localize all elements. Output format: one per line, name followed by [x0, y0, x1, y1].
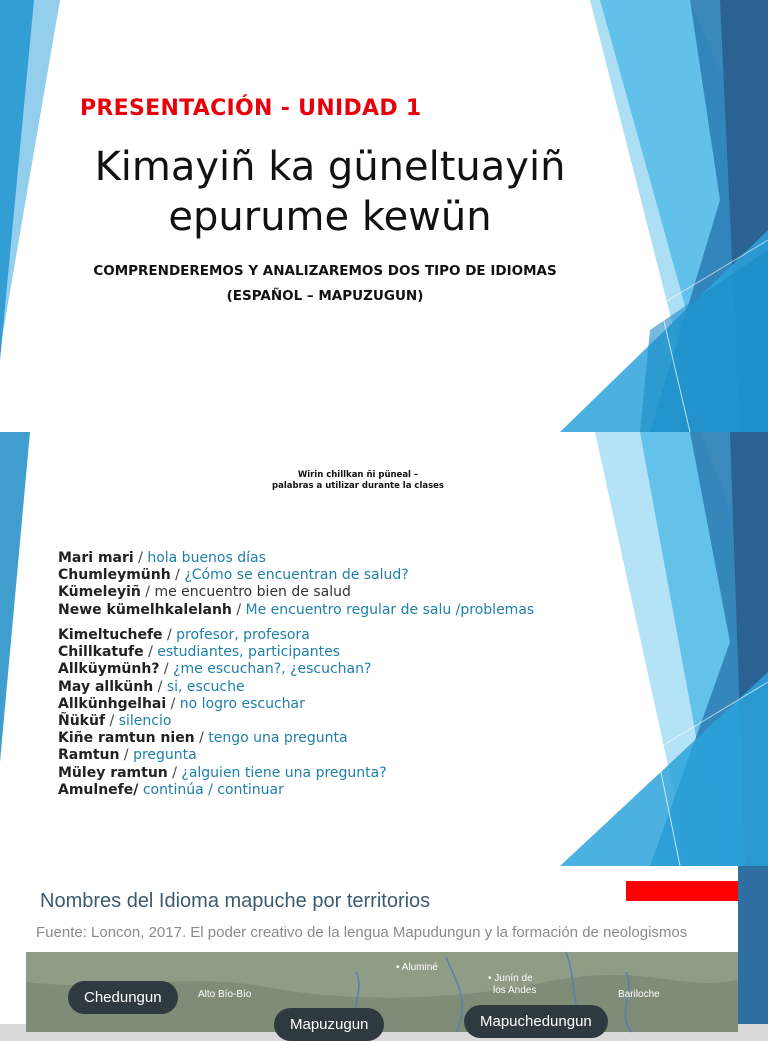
vocab-separator: / — [133, 550, 148, 566]
vocab-separator: / — [166, 695, 180, 712]
vocab-term: May allkünh — [58, 678, 154, 695]
vocab-term: Kimeltuchefe — [58, 627, 163, 643]
vocab-term: Newe kümelhkalelanh — [58, 601, 232, 618]
vocab-separator: / — [153, 678, 167, 695]
vocab-term: Allküymünh? — [58, 661, 160, 678]
unit-heading: PRESENTACIÓN - UNIDAD 1 — [80, 96, 422, 121]
vocab-separator: / — [143, 644, 158, 661]
vocab-separator: / — [170, 567, 185, 584]
vocab-row — [58, 765, 387, 782]
vocab-translation: ¿me escuchan?, ¿escuchan? — [173, 661, 372, 678]
pill-mapuchedungun: Mapuchedungun — [464, 1005, 608, 1038]
vocab-translation: silencio — [118, 713, 172, 730]
map-source-caption: Fuente: Loncon, 2017. El poder creativo de la lengua Mapudungun y la formación de neologismos — [36, 924, 688, 941]
vocab-separator: / — [159, 661, 174, 678]
subtitle-line-1: COMPRENDEREMOS Y ANALIZAREMOS DOS TIPO DE IDIOMAS — [93, 263, 557, 279]
map-label-bariloche: Bariloche — [618, 989, 660, 1000]
map-label-los-andes: los Andes — [493, 985, 537, 996]
slide-subtitle — [40, 259, 610, 309]
vocab-header-line-1: Wirin chillkan ñi püneal – — [297, 470, 419, 480]
vocab-row — [58, 730, 387, 747]
vocab-term: Chillkatufe — [58, 644, 144, 661]
vocab-row — [58, 550, 534, 567]
vocab-translation: hola buenos días — [147, 550, 266, 566]
slide-title-text — [40, 142, 620, 242]
map-label-alumine: • Aluminé — [396, 962, 438, 973]
vocab-row — [58, 713, 387, 730]
vocab-row — [58, 679, 387, 696]
vocab-row — [58, 584, 534, 601]
slide-title — [0, 0, 768, 432]
map-slide-title: Nombres del Idioma mapuche por territorios — [40, 890, 431, 912]
vocab-separator: / — [140, 584, 155, 601]
vocab-header-line-2: palabras a utilizar durante la clases — [272, 481, 444, 491]
vocab-separator: / — [194, 730, 209, 747]
title-line-2: epurume kewün — [168, 194, 492, 240]
map-label-junin: • Junín de — [488, 973, 533, 984]
vocab-group-classroom — [58, 627, 387, 799]
vocab-separator: / — [167, 764, 182, 781]
pill-mapuzugun: Mapuzugun — [274, 1008, 384, 1041]
title-line-1: Kimayiñ ka güneltuayiñ — [94, 144, 566, 190]
vocab-term: Kümeleyiñ — [58, 584, 141, 601]
vocab-separator: / — [231, 601, 246, 618]
vocab-translation: profesor, profesora — [176, 627, 310, 643]
vocab-row — [58, 602, 534, 619]
pill-chedungun: Chedungun — [68, 981, 178, 1014]
vocab-term: Ñüküf — [58, 713, 106, 730]
vocab-group-greetings — [58, 550, 534, 619]
vocab-header — [200, 470, 516, 492]
vocab-row — [58, 661, 387, 678]
vocab-row — [58, 747, 387, 764]
vocab-separator: / — [119, 747, 134, 764]
vocab-term: Ramtun — [58, 747, 120, 764]
vocab-translation: pregunta — [133, 747, 197, 764]
right-accent-strip — [738, 866, 768, 1024]
vocab-term: Kiñe ramtun nien — [58, 730, 195, 747]
vocab-translation: me encuentro bien de salud — [154, 584, 351, 601]
vocab-translation: si, escuche — [166, 678, 245, 695]
vocab-term: Müley ramtun — [58, 764, 168, 781]
vocab-translation: continúa / continuar — [142, 781, 284, 798]
map-label-alto-biobio: Alto Bío-Bío — [198, 989, 252, 1000]
vocab-row — [58, 644, 387, 661]
vocab-row — [58, 627, 387, 644]
vocab-translation: tengo una pregunta — [208, 730, 348, 747]
slide-vocabulary — [0, 432, 768, 866]
vocab-row — [58, 567, 534, 584]
vocab-row — [58, 696, 387, 713]
vocab-translation: Me encuentro regular de salu /problemas — [245, 601, 535, 618]
vocab-term: Allkünhgelhai — [58, 695, 167, 712]
vocab-translation: ¿Cómo se encuentran de salud? — [184, 567, 409, 584]
vocab-term: Chumleymünh — [58, 567, 171, 584]
vocab-translation: ¿alguien tiene una pregunta? — [181, 764, 387, 781]
vocab-translation: no logro escuchar — [179, 695, 305, 712]
subtitle-line-2: (ESPAÑOL – MAPUZUGUN) — [226, 288, 424, 304]
territory-map — [26, 952, 738, 1032]
slide-territory-map — [0, 866, 768, 1033]
vocab-term: Mari mari — [58, 550, 134, 566]
vocab-separator: / — [105, 713, 119, 730]
vocab-translation: estudiantes, participantes — [157, 644, 340, 661]
vocab-term: Amulnefe/ — [58, 781, 139, 798]
vocab-separator: / — [162, 627, 177, 643]
vocab-row — [58, 782, 387, 799]
